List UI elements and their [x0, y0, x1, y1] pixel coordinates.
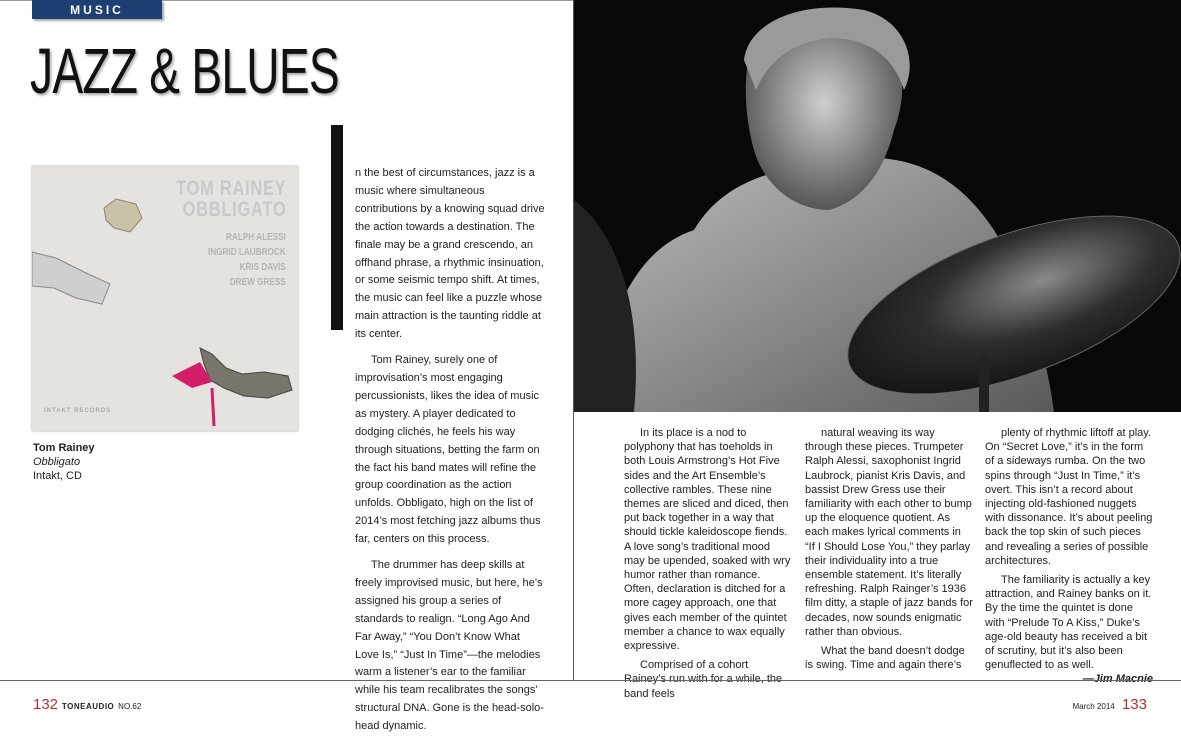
issue-date: March 2014: [1072, 702, 1115, 711]
album-title: Obbligato: [33, 456, 81, 468]
album-credit: [33, 441, 95, 483]
article-right-column-2: [805, 426, 973, 677]
drummer-photo: [574, 0, 1181, 412]
article-paragraph: The familiarity is actually a key attraction, and Rainey banks on it. By the time the quintet is done with “Prelude To A Kiss,” Duke’s age-old beauty has received a bit of scrutiny, but it’s also been genuflected to as well.: [985, 574, 1152, 672]
album-cover-personnel: [208, 230, 286, 290]
footer-rule: [0, 680, 1181, 681]
cover-name: DREW GRESS: [230, 276, 286, 288]
article-paragraph: natural weaving its way through these pieces. Trumpeter Ralph Alessi, saxophonist Ingrid Laubrock, pianist Kris Davis, and bassist Drew Gress use their familiarity with each other to bump up the eloquence quotient. As each makes lyrical comments in “If I Should Lose You,” they parlay their individuality into a true ensemble statement. It’s literally refreshing. Ralph Rainger’s 1936 film ditty, a staple of jazz bands for decades, now sounds enigmatic rather than obvious.: [805, 427, 973, 638]
right-page-number: 133: [1121, 696, 1147, 713]
article-paragraph: The drummer has deep skills at freely improvised music, but here, he’s assigned his group a series of standards to realign. “Long Ago And Far Away,” “You Don’t Know What Love Is,” “Just In Time”—the melodies warm a listener’s ear to the familiar while his team recalibrates the songs’ structural DNA. Gone is the head-solo-head dynamic.: [355, 559, 544, 733]
section-tab: MUSIC: [32, 0, 162, 19]
folio-left: [33, 696, 141, 713]
cover-name: RALPH ALESSI: [226, 231, 286, 243]
album-label-format: Intakt, CD: [33, 470, 82, 482]
article-right-column-1: [624, 426, 792, 706]
magazine-issue: NO.62: [118, 702, 142, 711]
article-main-column: [355, 165, 545, 744]
album-artist: Tom Rainey: [33, 442, 95, 454]
cover-name: INGRID LAUBROCK: [208, 246, 286, 258]
article-paragraph: n the best of circumstances, jazz is a music where simultaneous contributions by a knowing squad drive the action towards a destination. The finale may be a grand crescendo, an offhand phrase, a rhythmic insinuation, or some seismic tempo shift. At times, the music can feel like a puzzle whose main attraction is the taunting riddle at its center.: [355, 167, 545, 341]
album-cover: [32, 166, 298, 431]
article-paragraph: In its place is a nod to polyphony that has toeholds in both Louis Armstrong’s Hot Five sides and the Art Ensemble’s collective rambles. These nine themes are sliced and diced, then put back together in a way that should tickle kaleidoscope fiends. A love song’s traditional mood may be upended, soaked with wry humor rather than romance. Often, declaration is ditched for a more cagey approach, one that gives each member of the quintet member a chance to wax equally expressive.: [624, 427, 791, 653]
page-headline: JAZZ & BLUES: [30, 35, 339, 107]
article-right-column-3: [985, 426, 1153, 687]
article-paragraph: Comprised of a cohort band feels: [624, 659, 749, 700]
article-paragraph: Tom Rainey, surely one of improvisation’s most engaging percussionists, likes the idea of music as mystery. A player dedicated to dodging clichés, he feels his way through situations, betting the farm on the fact his band mates will refine the group coordination as the action unfolds. Obbligato, high on the list of 2014’s most fetching jazz albums thus far, centers on this process.: [355, 354, 541, 546]
article-paragraph: What the band doesn’t dodge is swing. Time and again there’s: [805, 645, 965, 672]
album-cover-label: INTAKT RECORDS: [44, 408, 112, 414]
cover-name: KRIS DAVIS: [239, 261, 286, 273]
folio-right: [1072, 696, 1147, 713]
left-page-number: 132: [33, 696, 59, 713]
album-cover-artist: TOM RAINEY: [175, 177, 286, 200]
drop-cap-letter: [331, 125, 343, 330]
album-cover-album: OBBLIGATO: [182, 198, 286, 221]
article-paragraph: plenty of rhythmic liftoff at play. On “Secret Love,” it’s in the form of a sideways rumba. On the two spins through “Just In Time,” it’s overt. This isn’t a record about injecting old-fashioned nuggets with dissonance. It’s about peeling back the top skin of such pieces and revealing a series of possible architectures.: [985, 427, 1153, 567]
album-cover-title: [176, 178, 286, 220]
magazine-brand: TONEAUDIO: [61, 702, 115, 711]
drummer-photo-art: [574, 0, 1181, 412]
